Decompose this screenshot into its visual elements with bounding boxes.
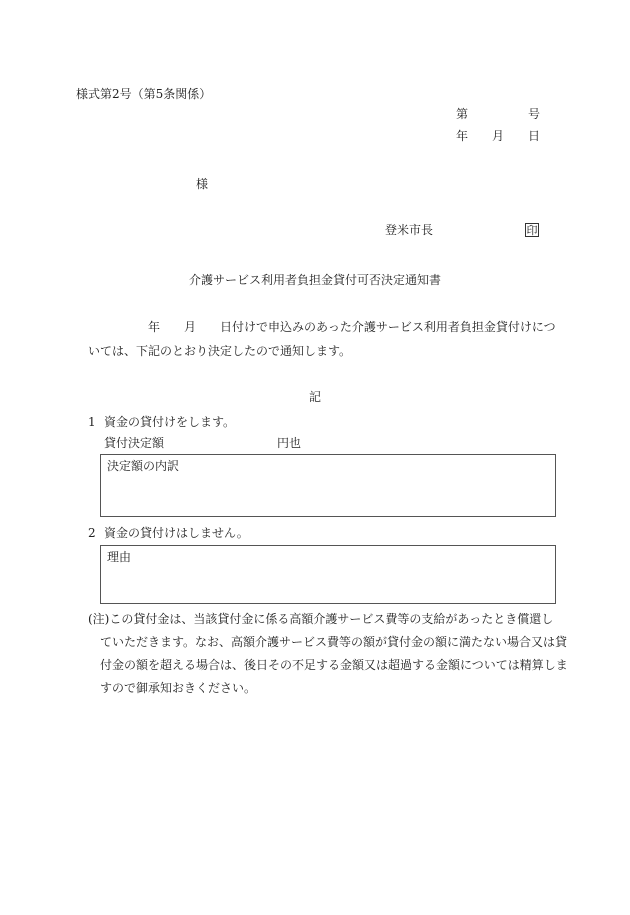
item-2-number: 2 — [88, 526, 96, 540]
reason-box — [100, 545, 556, 604]
amount-label: 貸付決定額 — [104, 436, 165, 450]
breakdown-label: 決定額の内訳 — [107, 459, 180, 473]
note-line-1: (注)この貸付金は、当該貸付金に係る高額介護サービス費等の支給があったとき償還し — [88, 612, 554, 626]
amount-unit: 円也 — [277, 436, 302, 450]
item-2-text: 資金の貸付けはしません。 — [104, 526, 249, 540]
date-month: 月 — [492, 129, 505, 143]
seal-stamp: 印 — [526, 224, 538, 237]
date-year: 年 — [456, 129, 469, 143]
addressee-suffix: 様 — [196, 177, 209, 191]
date-day: 日 — [528, 129, 541, 143]
item-1-text: 資金の貸付けをします。 — [104, 415, 236, 429]
note-line-4: すので御承知おきください。 — [100, 681, 257, 695]
number-dai: 第 — [456, 107, 469, 121]
body-line-1: 日付けで申込みのあった介護サービス利用者負担金貸付けにつ — [220, 320, 556, 334]
form-number: 様式第2号（第5条関係） — [76, 87, 212, 101]
body-line-2: いては、下記のとおり決定したので通知します。 — [88, 344, 352, 358]
document-title: 介護サービス利用者負担金貸付可否決定通知書 — [189, 273, 442, 287]
body-month: 月 — [184, 320, 197, 334]
item-1-number: 1 — [88, 415, 96, 429]
number-go: 号 — [528, 107, 541, 121]
ki-heading: 記 — [309, 390, 322, 404]
reason-label: 理由 — [107, 550, 132, 564]
note-line-2: ていただきます。なお、高額介護サービス費等の額が貸付金の額に満たない場合又は貸 — [100, 635, 568, 649]
breakdown-box — [100, 454, 556, 517]
body-year: 年 — [148, 320, 161, 334]
note-line-3: 付金の額を超える場合は、後日その不足する金額又は超過する金額については精算しま — [100, 658, 568, 672]
issuer-name: 登米市長 — [385, 223, 434, 237]
